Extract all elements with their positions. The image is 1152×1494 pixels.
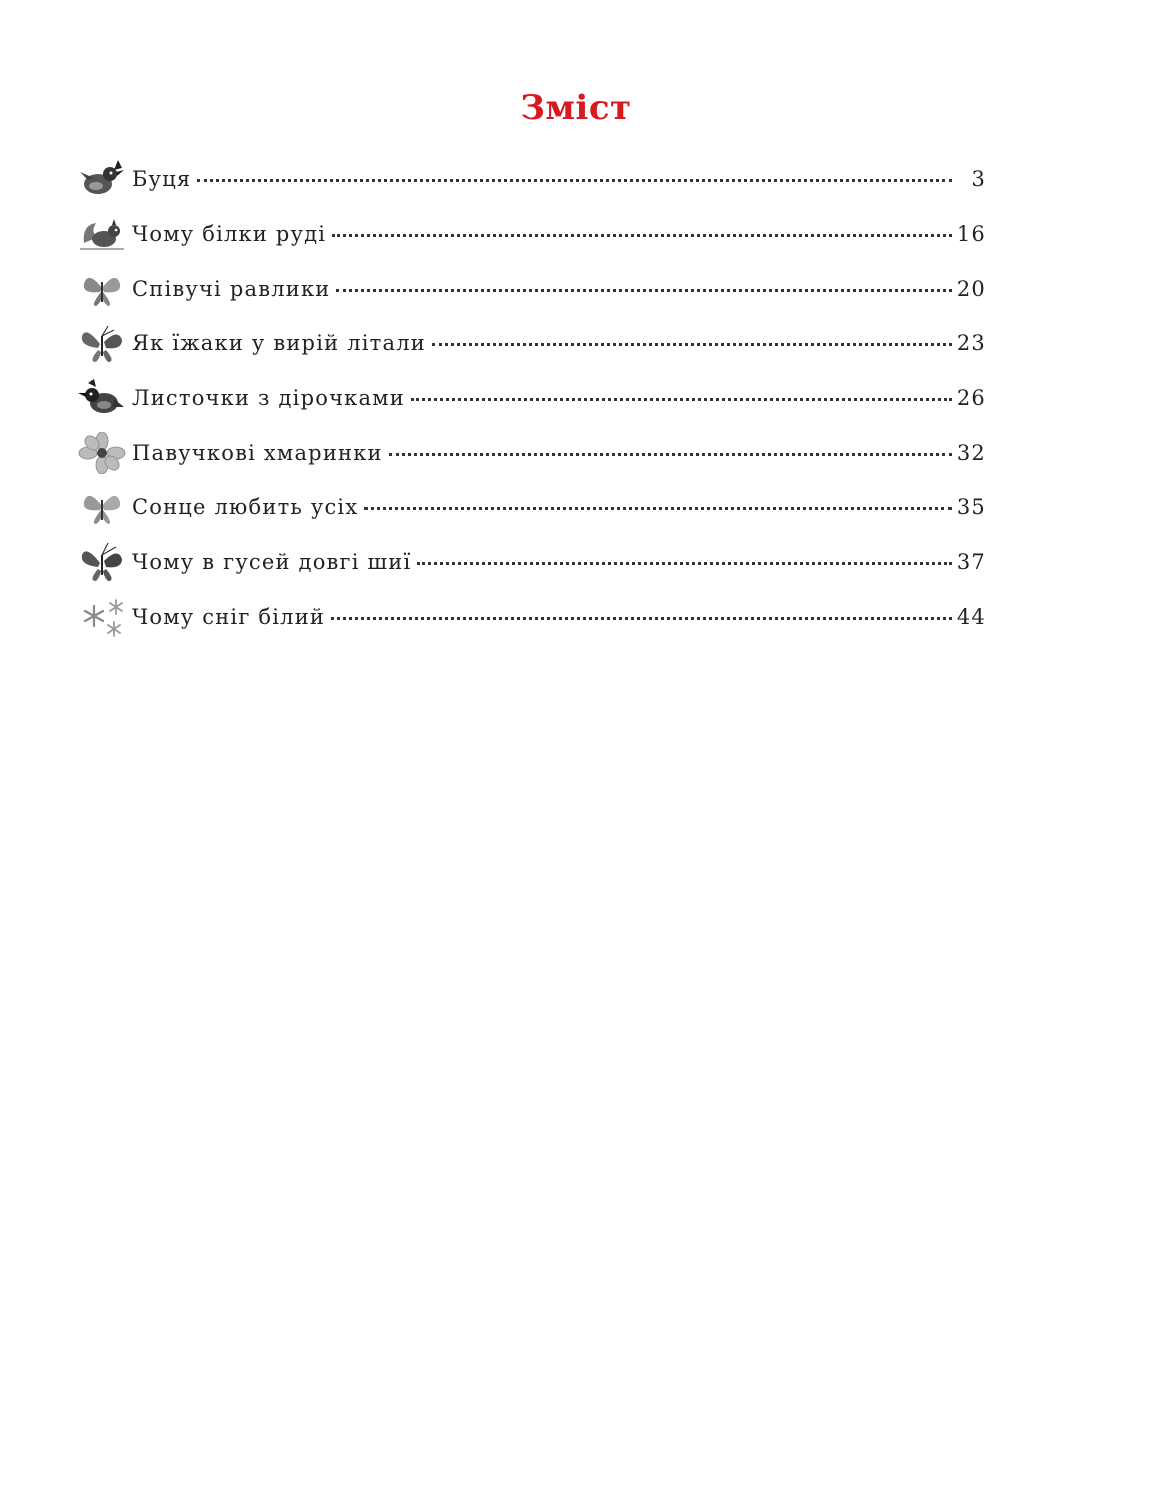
- toc-entry-page: 32: [956, 440, 986, 465]
- flower-icon: [76, 431, 128, 475]
- toc-entry[interactable]: [76, 207, 986, 262]
- table-of-contents: [76, 152, 986, 644]
- toc-entry-title: Чому в гусей довгі шиї: [132, 550, 412, 575]
- toc-entry[interactable]: [76, 590, 986, 645]
- butterfly-icon: [76, 485, 128, 529]
- toc-entry[interactable]: [76, 152, 986, 207]
- toc-leader-dots: [432, 339, 952, 346]
- toc-entry-title: Співучі равлики: [132, 276, 331, 301]
- toc-entry-page: 37: [956, 550, 986, 575]
- toc-leader-dots: [197, 175, 952, 182]
- bird-icon: [76, 157, 128, 201]
- squirrel-icon: [76, 212, 128, 256]
- toc-entry[interactable]: [76, 261, 986, 316]
- toc-entry[interactable]: [76, 425, 986, 480]
- toc-entry-page: 35: [956, 495, 986, 520]
- toc-entry-page: 16: [956, 222, 986, 247]
- toc-entry-title: Чому білки руді: [132, 222, 327, 247]
- toc-leader-dots: [332, 230, 952, 237]
- bird-icon: [76, 376, 128, 420]
- toc-leader-dots: [389, 449, 952, 456]
- butterfly-icon: [76, 540, 128, 584]
- toc-entry-title: Чому сніг білий: [132, 604, 326, 629]
- toc-leader-dots: [336, 285, 952, 292]
- snowflake-icon: [76, 595, 128, 639]
- toc-entry-page: 3: [971, 167, 986, 192]
- toc-leader-dots: [331, 613, 952, 620]
- toc-entry-page: 26: [956, 386, 986, 411]
- toc-leader-dots: [411, 394, 952, 401]
- toc-entry-title: Буця: [132, 167, 192, 192]
- toc-entry-title: Як їжаки у вирій літали: [132, 331, 426, 356]
- toc-entry-title: Сонце любить усіх: [132, 495, 359, 520]
- toc-entry[interactable]: [76, 480, 986, 535]
- toc-entry-page: 23: [956, 331, 986, 356]
- toc-entry-title: Павучкові хмаринки: [132, 440, 383, 465]
- toc-leader-dots: [364, 503, 952, 510]
- butterfly-icon: [76, 267, 128, 311]
- toc-entry-title: Листочки з дірочками: [132, 386, 405, 411]
- butterfly-icon: [76, 321, 128, 365]
- toc-entry[interactable]: [76, 535, 986, 590]
- page-title: Зміст: [520, 88, 632, 128]
- toc-leader-dots: [417, 558, 952, 565]
- toc-entry[interactable]: [76, 316, 986, 371]
- toc-entry[interactable]: [76, 371, 986, 426]
- toc-entry-page: 44: [956, 604, 986, 629]
- toc-entry-page: 20: [956, 276, 986, 301]
